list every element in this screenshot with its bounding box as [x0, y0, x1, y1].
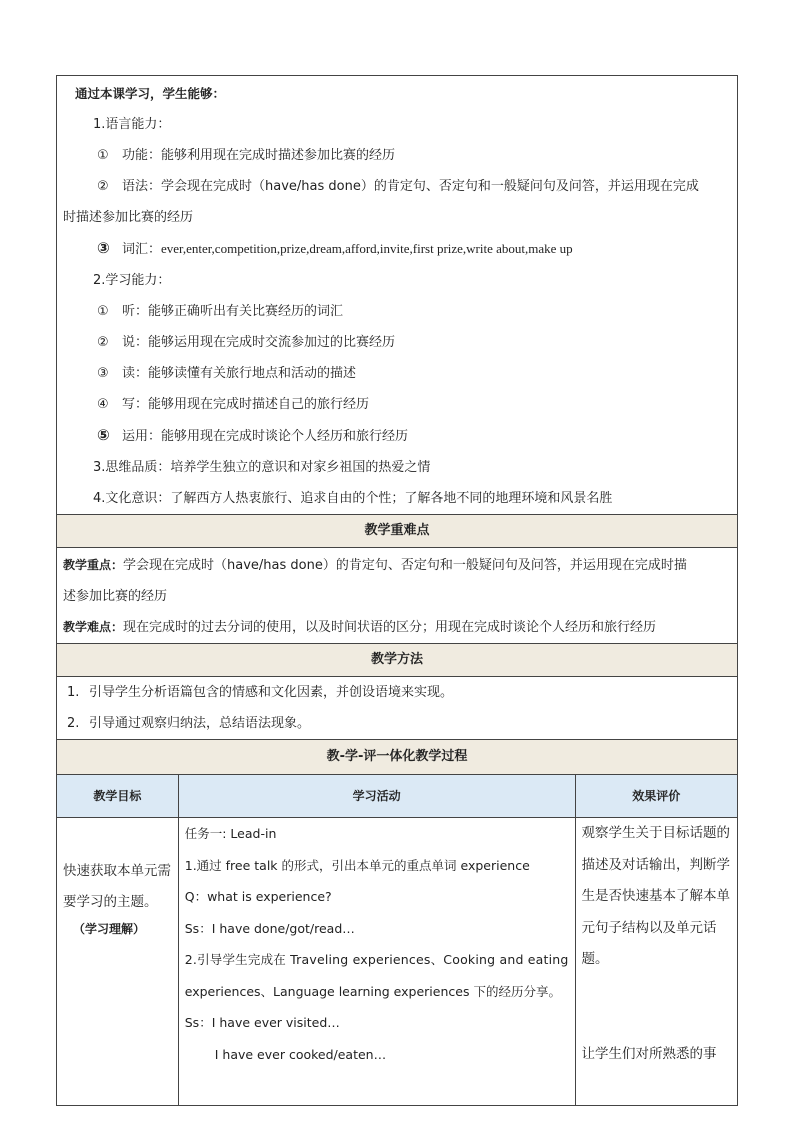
col-learning-activity: 学习活动 [178, 775, 575, 818]
process-header-row [57, 740, 738, 775]
key-points-row [57, 548, 738, 644]
col-effect-evaluation: 效果评价 [575, 775, 737, 818]
objectives-row [57, 76, 738, 515]
goal-text: 快速获取本单元需要学习的主题。 [63, 863, 171, 910]
lesson-plan-table [56, 75, 738, 1106]
cultural-awareness: 4.文化意识：了解西方人热衷旅行、追求自由的个性；了解各地不同的地理环境和风景名胜 [93, 491, 613, 506]
methods-row [57, 677, 738, 740]
activity-cell [178, 818, 575, 1106]
methods-header: 教学方法 [57, 644, 738, 677]
goal-cell [57, 818, 179, 1106]
evaluation-text-2: 让学生们对所熟悉的事 [581, 1045, 717, 1062]
learn-item-1: ① 听：能够正确听出有关比赛经历的词汇 [97, 304, 344, 319]
teaching-focus: 教学重点：学会现在完成时（have/has done）的肯定句、否定句和一般疑问句及问答，并运用现在完成时描 [63, 558, 687, 573]
objectives-cell [57, 76, 738, 515]
objectives-intro: 通过本课学习，学生能够： [75, 86, 226, 101]
methods-header-row [57, 644, 738, 677]
activity-step-2: 2.引导学生完成在 Traveling experiences、Cooking and eating [184, 952, 569, 967]
thinking-quality: 3.思维品质：培养学生独立的意识和对家乡祖国的热爱之情 [93, 460, 431, 475]
key-points-header-row [57, 515, 738, 548]
key-points-cell [57, 548, 738, 644]
lang-item-2-cont: 时描述参加比赛的经历 [63, 210, 194, 225]
teaching-difficulty: 教学难点：现在完成时的过去分词的使用，以及时间状语的区分；用现在完成时谈论个人经历和旅行经历 [63, 620, 657, 635]
key-points-header: 教学重难点 [57, 515, 738, 548]
language-ability-title: 1.语言能力： [93, 117, 171, 132]
goal-sub-label: （学习理解） [73, 922, 146, 936]
activity-task-title: 任务一: Lead-in [184, 826, 277, 841]
learn-item-2: ② 说：能够运用现在完成时交流参加过的比赛经历 [97, 335, 396, 350]
activity-answer-3: I have ever cooked/eaten… [214, 1046, 387, 1062]
methods-cell [57, 677, 738, 740]
activity-step-2-cont: experiences、Language learning experiences 下的经历分享。 [184, 983, 561, 999]
method-item-1: 1. 引导学生分析语篇包含的情感和文化因素，并创设语境来实现。 [67, 685, 454, 700]
learn-item-5: ⑤ 运用：能够用现在完成时谈论个人经历和旅行经历 [97, 426, 409, 444]
learning-ability-title: 2.学习能力： [93, 273, 171, 288]
activity-step-1: 1.通过 free talk 的形式，引出本单元的重点单词 experience [184, 857, 530, 873]
col-teaching-goal: 教学目标 [57, 775, 179, 818]
teaching-focus-cont: 述参加比赛的经历 [63, 589, 168, 604]
activity-question: Q：what is experience? [184, 889, 332, 904]
process-column-headers [57, 775, 738, 818]
learn-item-4: ④ 写：能够用现在完成时描述自己的旅行经历 [97, 397, 370, 412]
method-item-2: 2. 引导通过观察归纳法，总结语法现象。 [67, 716, 311, 731]
evaluation-cell [575, 818, 737, 1106]
activity-answer: Ss：I have done/got/read… [184, 920, 355, 936]
lang-item-3: ③ 词汇：ever,enter,competition,prize,dream,afford,invite,first prize,write about,make up [97, 239, 573, 257]
process-header: 教-学-评一体化教学过程 [57, 740, 738, 775]
learn-item-3: ③ 读：能够读懂有关旅行地点和活动的描述 [97, 366, 357, 381]
lang-item-1: ① 功能：能够利用现在完成时描述参加比赛的经历 [97, 148, 396, 163]
activity-answer-2: Ss：I have ever visited… [184, 1015, 340, 1030]
lang-item-2: ② 语法：学会现在完成时（have/has done）的肯定句、否定句和一般疑问句及问答，并运用现在完成 [97, 179, 699, 194]
evaluation-text: 观察学生关于目标话题的描述及对话输出，判断学生是否快速基本了解本单元句子结构以及单元话题。 [581, 825, 731, 967]
process-row-1 [57, 818, 738, 1106]
